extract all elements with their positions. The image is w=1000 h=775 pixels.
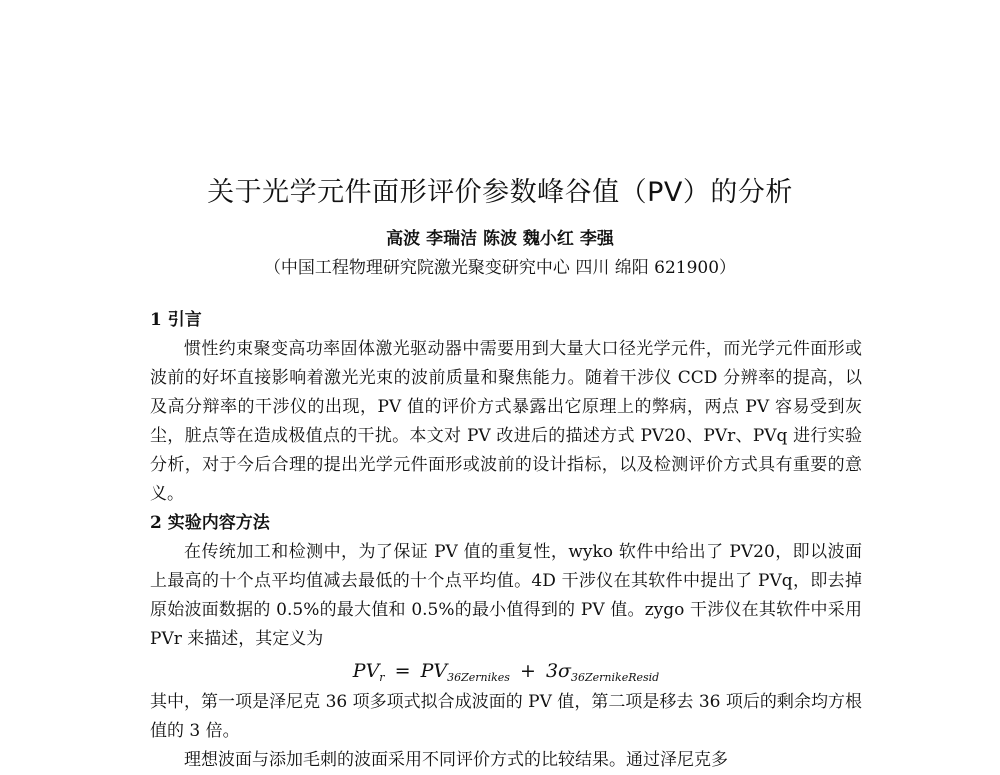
eq-plus: +	[519, 660, 536, 682]
paper-body	[150, 306, 862, 775]
eq-term2-sub: 36ZernikeResid	[571, 671, 660, 684]
section-2-heading: 2 实验内容方法	[150, 513, 270, 533]
section-1-heading: 1 引言	[150, 310, 202, 330]
section-2-paragraph-3: 理想波面与添加毛刺的波面采用不同评价方式的比较结果。通过泽尼克多	[184, 750, 728, 770]
eq-term1-sub: 36Zernikes	[447, 671, 510, 684]
eq-lhs-sub: r	[379, 671, 385, 684]
section-2-paragraph-1: 在传统加工和检测中，为了保证 PV 值的重复性，wyko 软件中给出了 PV20，即以波面上最高的十个点平均值减去最低的十个点平均值。4D 干涉仪在其软件中提出了 PVq，即去掉原始波面数据的 0.5%的最大值和 0.5%的最小值得到的 PV 值。zygo 干涉仪在其软件中采用 PVr 来描述，其定义为	[150, 542, 862, 649]
section-1-paragraph: 惯性约束聚变高功率固体激光驱动器中需要用到大量大口径光学元件，而光学元件面形或波前的好坏直接影响着激光光束的波前质量和聚焦能力。随着干涉仪 CCD 分辨率的提高，以及高分辩率的干涉仪的出现，PV 值的评价方式暴露出它原理上的弊病，两点 PV 容易受到灰尘，脏点等在造成极值点的干扰。本文对 PV 改进后的描述方式 PV20、PVr、PVq 进行实验分析，对于今后合理的提出光学元件面形或波前的设计指标，以及检测评价方式具有重要的意义。	[150, 339, 862, 504]
eq-lhs: PV	[352, 660, 380, 682]
pvr-equation	[150, 654, 862, 688]
section-2-paragraph-2: 其中，第一项是泽尼克 36 项多项式拟合成波面的 PV 值，第二项是移去 36 项后的剩余均方根值的 3 倍。	[150, 692, 862, 741]
affiliation: （中国工程物理研究院激光聚变研究中心 四川 绵阳 621900）	[263, 258, 737, 278]
eq-term1: PV	[420, 660, 448, 682]
eq-term2: 3σ	[545, 660, 572, 682]
eq-equals: =	[394, 660, 411, 682]
author-list: 高波 李瑞洁 陈波 魏小红 李强	[386, 229, 614, 249]
paper-title: 关于光学元件面形评价参数峰谷值（PV）的分析	[207, 177, 793, 208]
